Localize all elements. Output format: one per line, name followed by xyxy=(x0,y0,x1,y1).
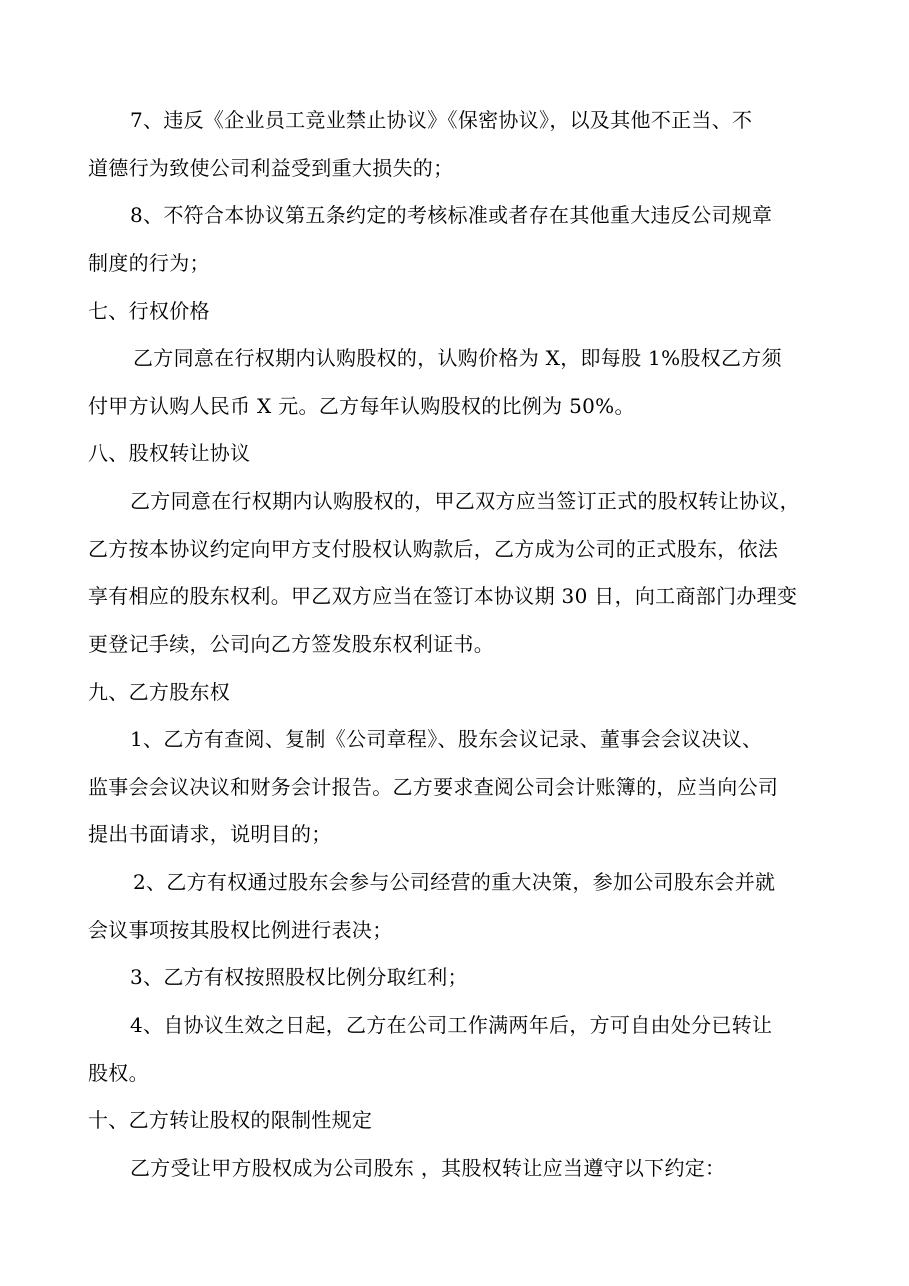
text-line: 提出书面请求，说明目的； xyxy=(88,822,332,846)
section-heading: 九、乙方股东权 xyxy=(88,680,231,704)
text-line: 会议事项按其股权比例进行表决； xyxy=(88,918,393,942)
text-line: 4、自协议生效之日起，乙方在公司工作满两年后，方可自由处分已转让 xyxy=(130,1013,773,1037)
text-line: 付甲方认购人民币 X 元。乙方每年认购股权的比例为 50%。 xyxy=(88,394,635,418)
text-line: 8、不符合本协议第五条约定的考核标准或者存在其他重大违反公司规章 xyxy=(130,203,773,227)
text-line: 1、乙方有查阅、复制《公司章程》、股东会议记录、董事会会议决议、 xyxy=(130,727,763,751)
text-line: 7、违反《企业员工竞业禁止协议》《保密协议》，以及其他不正当、不 xyxy=(130,108,753,132)
text-line: 享有相应的股东权利。甲乙双方应当在签订本协议期 30 日，向工商部门办理变 xyxy=(88,584,798,608)
text-line: 监事会会议决议和财务会计报告。乙方要求查阅公司会计账簿的，应当向公司 xyxy=(88,775,779,799)
text-line: 乙方同意在行权期内认购股权的，认购价格为 X，即每股 1%股权乙方须 xyxy=(133,346,782,370)
text-line: 乙方按本协议约定向甲方支付股权认购款后，乙方成为公司的正式股东，依法 xyxy=(88,537,779,561)
text-line: 2、乙方有权通过股东会参与公司经营的重大决策，参加公司股东会并就 xyxy=(133,870,776,894)
text-line: 3、乙方有权按照股权比例分取红利； xyxy=(130,965,468,989)
section-heading: 十、乙方转让股权的限制性规定 xyxy=(88,1108,373,1132)
text-line: 乙方受让甲方股权成为公司股东 ，其股权转让应当遵守以下约定： xyxy=(130,1156,726,1180)
section-heading: 八、股权转让协议 xyxy=(88,441,251,465)
text-line: 更登记手续，公司向乙方签发股东权利证书。 xyxy=(88,632,494,656)
text-line: 道德行为致使公司利益受到重大损失的； xyxy=(88,156,454,180)
text-line: 股权。 xyxy=(88,1061,149,1085)
text-line: 制度的行为； xyxy=(88,251,210,275)
section-heading: 七、行权价格 xyxy=(88,299,210,323)
text-line: 乙方同意在行权期内认购股权的，甲乙双方应当签订正式的股权转让协议， xyxy=(130,489,800,513)
